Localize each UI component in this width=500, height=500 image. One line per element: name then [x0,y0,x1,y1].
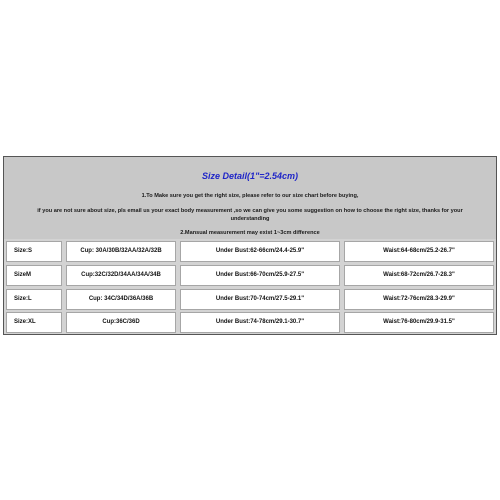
size-chart-header [4,157,496,239]
size-cell: Size:S [6,241,62,262]
size-cell: Size:XL [6,312,62,333]
size-chart [3,156,497,335]
cup-cell: Cup: 34C/34D/36A/36B [66,289,176,310]
size-row-s [4,241,496,262]
cup-cell: Cup:32C/32D/34AA/34A/34B [66,265,176,286]
size-note-3: 2.Mansual measurement may exist 1~3cm difference [180,230,320,236]
size-table [4,239,496,334]
waist-cell: Waist:68-72cm/26.7-28.3" [344,265,494,286]
size-row-m [4,265,496,286]
size-note-2: if you are not sure about size, pls email us your exact body measurement ,so we can give you some suggestion on how to choose the right size, thanks for your understanding [37,208,463,222]
under-bust-cell: Under Bust:74-78cm/29.1-30.7" [180,312,340,333]
under-bust-cell: Under Bust:66-70cm/25.9-27.5" [180,265,340,286]
cup-cell: Cup: 30A/30B/32AA/32A/32B [66,241,176,262]
waist-cell: Waist:64-68cm/25.2-26.7" [344,241,494,262]
waist-cell: Waist:76-80cm/29.9-31.5" [344,312,494,333]
size-row-xl [4,312,496,333]
under-bust-cell: Under Bust:62-66cm/24.4-25.9" [180,241,340,262]
size-cell: SizeM [6,265,62,286]
cup-cell: Cup:36C/36D [66,312,176,333]
size-chart-title: Size Detail(1"=2.54cm) [201,171,299,181]
size-cell: Size:L [6,289,62,310]
waist-cell: Waist:72-76cm/28.3-29.9" [344,289,494,310]
size-row-l [4,289,496,310]
under-bust-cell: Under Bust:70-74cm/27.5-29.1" [180,289,340,310]
size-note-1: 1.To Make sure you get the right size, please refer to our size chart before buying, [141,193,359,199]
